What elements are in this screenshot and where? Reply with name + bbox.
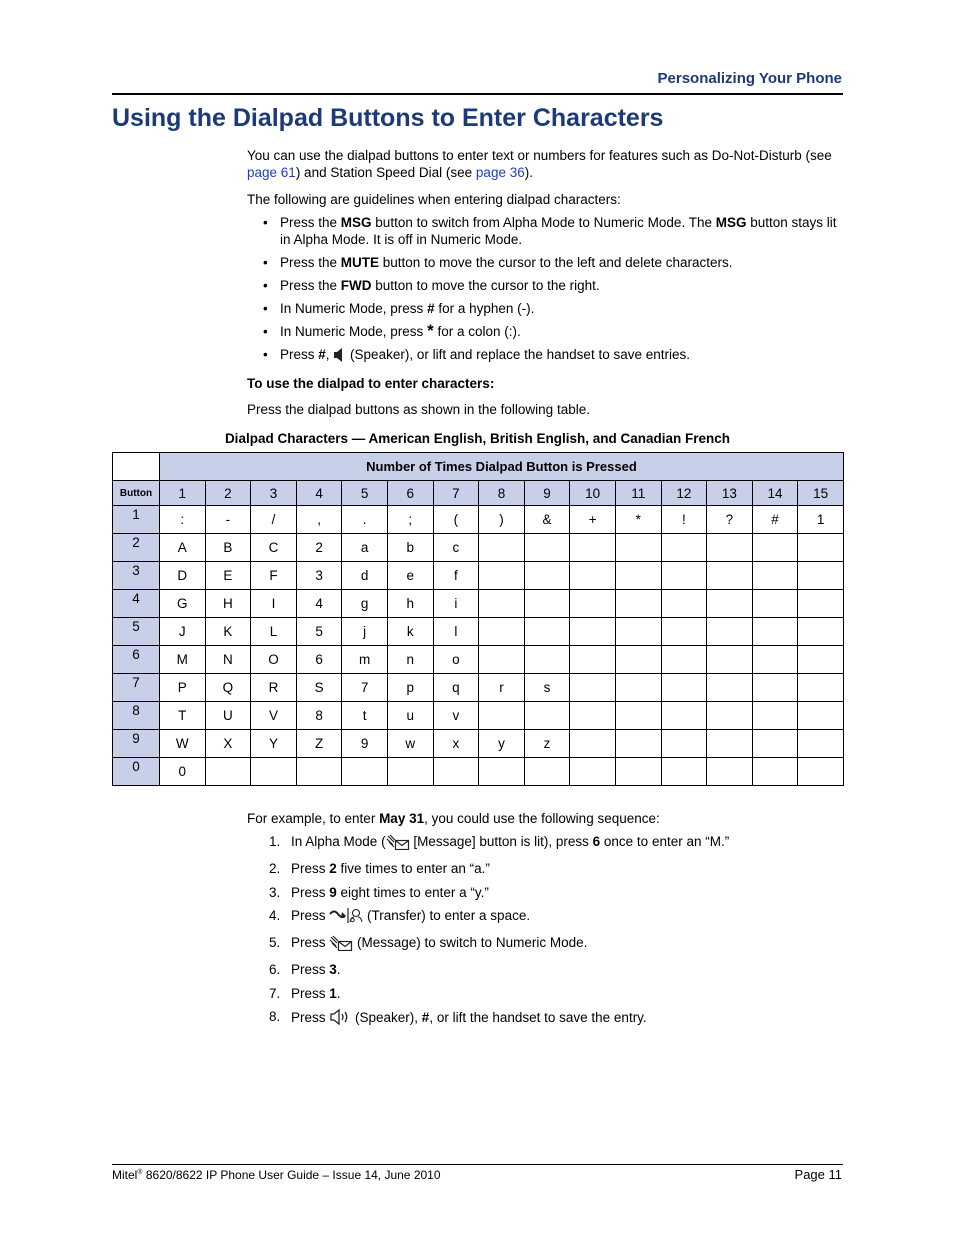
character-cell: 4 [296, 590, 342, 618]
character-cell: 3 [296, 562, 342, 590]
character-cell: e [387, 562, 433, 590]
character-cell: r [479, 674, 525, 702]
guideline-item: • In Numeric Mode, press # for a hyphen (-). [247, 300, 843, 317]
character-cell: M [160, 646, 206, 674]
message-icon [386, 834, 410, 854]
character-cell [615, 562, 661, 590]
character-cell [615, 590, 661, 618]
character-cell: n [387, 646, 433, 674]
table-corner-cell [113, 453, 160, 481]
dialpad-key-cell: 3 [113, 562, 160, 590]
character-cell: x [433, 730, 479, 758]
character-cell: E [205, 562, 251, 590]
character-cell [205, 758, 251, 786]
character-cell [661, 702, 707, 730]
character-cell [296, 758, 342, 786]
character-cell [752, 702, 798, 730]
character-cell [570, 702, 616, 730]
character-cell [798, 590, 844, 618]
character-cell: b [387, 534, 433, 562]
procedure-heading: To use the dialpad to enter characters: [247, 376, 495, 391]
character-cell [798, 646, 844, 674]
step-item: 3. Press 9 eight times to enter a “y.” [269, 884, 489, 900]
dialpad-key-cell: 6 [113, 646, 160, 674]
character-cell [798, 534, 844, 562]
table-caption: Dialpad Characters — American English, British English, and Canadian French [224, 431, 731, 446]
character-cell [479, 758, 525, 786]
intro-paragraph [247, 147, 843, 181]
intro-text: ). [524, 165, 533, 180]
press-count-header: 9 [524, 481, 570, 506]
table-row [113, 702, 844, 730]
character-cell: U [205, 702, 251, 730]
dialpad-key-cell: 0 [113, 758, 160, 786]
character-cell: y [479, 730, 525, 758]
guideline-item: • Press #, (Speaker), or lift and replace the handset to save entries. [247, 346, 843, 367]
character-cell [615, 758, 661, 786]
character-cell [752, 730, 798, 758]
character-cell [707, 730, 753, 758]
character-cell [570, 730, 616, 758]
character-cell [342, 758, 388, 786]
character-cell: o [433, 646, 479, 674]
character-cell [798, 730, 844, 758]
character-cell [479, 618, 525, 646]
intro-text: You can use the dialpad buttons to enter text or numbers for features such as Do-Not-Disturb (see [247, 148, 832, 163]
character-cell: D [160, 562, 206, 590]
character-cell [661, 646, 707, 674]
press-count-header: 14 [752, 481, 798, 506]
press-count-header: 10 [570, 481, 616, 506]
character-cell: S [296, 674, 342, 702]
intro-text: ) and Station Speed Dial (see [295, 165, 476, 180]
character-cell [615, 702, 661, 730]
character-cell: 8 [296, 702, 342, 730]
character-cell [798, 674, 844, 702]
character-cell: j [342, 618, 388, 646]
character-cell [707, 618, 753, 646]
character-cell: t [342, 702, 388, 730]
guideline-item: • Press the MSG button to switch from Alpha Mode to Numeric Mode. The MSG button stays lit in Alpha Mode. It is off in Numeric Mode. [247, 214, 843, 248]
character-cell: + [570, 506, 616, 534]
guidelines-intro: The following are guidelines when entering dialpad characters: [247, 192, 621, 207]
character-cell [661, 730, 707, 758]
character-cell: F [251, 562, 297, 590]
character-cell [615, 618, 661, 646]
character-cell [707, 562, 753, 590]
character-cell: w [387, 730, 433, 758]
dialpad-characters-table [112, 452, 844, 786]
character-cell: a [342, 534, 388, 562]
character-cell: s [524, 674, 570, 702]
procedure-instruction: Press the dialpad buttons as shown in the following table. [247, 402, 590, 417]
step-item: 2. Press 2 five times to enter an “a.” [269, 861, 490, 877]
character-cell [479, 702, 525, 730]
character-cell [661, 618, 707, 646]
step-item: 7. Press 1. [269, 985, 341, 1001]
character-cell: c [433, 534, 479, 562]
character-cell: 6 [296, 646, 342, 674]
character-cell: k [387, 618, 433, 646]
character-cell: 1 [798, 506, 844, 534]
table-row [113, 758, 844, 786]
example-intro: For example, to enter May 31, you could use the following sequence: [247, 811, 660, 826]
character-cell [524, 534, 570, 562]
dialpad-key-cell: 7 [113, 674, 160, 702]
character-cell [752, 534, 798, 562]
character-cell: B [205, 534, 251, 562]
character-cell: N [205, 646, 251, 674]
character-cell [615, 646, 661, 674]
page-title: Using the Dialpad Buttons to Enter Characters [112, 104, 664, 132]
speaker-icon [333, 347, 346, 367]
press-count-header: 7 [433, 481, 479, 506]
table-row [113, 506, 844, 534]
character-cell: z [524, 730, 570, 758]
press-count-header: 12 [661, 481, 707, 506]
transfer-icon [329, 907, 363, 928]
message-icon [329, 935, 353, 955]
guideline-item: • Press the MUTE button to move the cursor to the left and delete characters. [247, 254, 843, 271]
character-cell [387, 758, 433, 786]
press-count-header: 2 [205, 481, 251, 506]
character-cell: p [387, 674, 433, 702]
character-cell: , [296, 506, 342, 534]
character-cell [570, 618, 616, 646]
character-cell: 7 [342, 674, 388, 702]
dialpad-key-cell: 5 [113, 618, 160, 646]
character-cell: l [433, 618, 479, 646]
character-cell: d [342, 562, 388, 590]
character-cell [570, 758, 616, 786]
character-cell: C [251, 534, 297, 562]
character-cell: 0 [160, 758, 206, 786]
character-cell [798, 562, 844, 590]
character-cell: v [433, 702, 479, 730]
press-count-header: 8 [479, 481, 525, 506]
character-cell [524, 618, 570, 646]
dialpad-key-cell: 8 [113, 702, 160, 730]
character-cell: i [433, 590, 479, 618]
character-cell: L [251, 618, 297, 646]
footer-doc-title: Mitel® 8620/8622 IP Phone User Guide – Issue 14, June 2010 [112, 1168, 441, 1182]
character-cell [661, 758, 707, 786]
character-cell [752, 590, 798, 618]
character-cell [707, 674, 753, 702]
character-cell: g [342, 590, 388, 618]
guideline-item: • In Numeric Mode, press * for a colon (:). [247, 323, 843, 340]
character-cell [661, 590, 707, 618]
step-item: 6. Press 3. [269, 962, 341, 978]
character-cell [752, 758, 798, 786]
character-cell: V [251, 702, 297, 730]
character-cell [570, 534, 616, 562]
step-item: 5. Press (Message) to switch to Numeric Mode. [247, 934, 843, 955]
speaker-icon [329, 1008, 351, 1030]
step-item: 4. Press (Transfer) to enter a space. [247, 907, 843, 928]
character-cell [433, 758, 479, 786]
character-cell: # [752, 506, 798, 534]
dialpad-key-cell: 4 [113, 590, 160, 618]
guideline-item: • Press the FWD button to move the cursor to the right. [247, 277, 843, 294]
press-count-header: 3 [251, 481, 297, 506]
character-cell: 5 [296, 618, 342, 646]
press-count-header: 6 [387, 481, 433, 506]
character-cell: m [342, 646, 388, 674]
character-cell [798, 758, 844, 786]
character-cell [707, 534, 753, 562]
character-cell [707, 646, 753, 674]
dialpad-key-cell: 9 [113, 730, 160, 758]
character-cell: T [160, 702, 206, 730]
header-rule [112, 93, 843, 95]
character-cell [524, 590, 570, 618]
character-cell [661, 534, 707, 562]
running-header: Personalizing Your Phone [657, 70, 842, 87]
press-count-header: 1 [160, 481, 206, 506]
character-cell [524, 646, 570, 674]
character-cell: ( [433, 506, 479, 534]
guidelines-list [247, 214, 843, 373]
table-row [113, 562, 844, 590]
example-steps [247, 833, 843, 1036]
character-cell [707, 758, 753, 786]
character-cell [524, 702, 570, 730]
character-cell [570, 674, 616, 702]
character-cell [524, 758, 570, 786]
table-row [113, 534, 844, 562]
character-cell: / [251, 506, 297, 534]
table-row [113, 590, 844, 618]
character-cell [707, 702, 753, 730]
character-cell [752, 646, 798, 674]
character-cell: I [251, 590, 297, 618]
character-cell: h [387, 590, 433, 618]
table-row [113, 618, 844, 646]
character-cell: G [160, 590, 206, 618]
character-cell [752, 618, 798, 646]
character-cell: R [251, 674, 297, 702]
press-count-header: 13 [707, 481, 753, 506]
dialpad-key-cell: 2 [113, 534, 160, 562]
step-item: 1. In Alpha Mode ( [Message] button is lit), press 6 once to enter an “M.” [247, 833, 843, 854]
character-cell: - [205, 506, 251, 534]
press-count-header: 11 [615, 481, 661, 506]
character-cell [570, 562, 616, 590]
character-cell: * [615, 506, 661, 534]
table-row [113, 646, 844, 674]
character-cell [615, 534, 661, 562]
character-cell: ! [661, 506, 707, 534]
character-cell: K [205, 618, 251, 646]
character-cell: 2 [296, 534, 342, 562]
character-cell [661, 562, 707, 590]
character-cell: : [160, 506, 206, 534]
page-number: Page 11 [794, 1167, 842, 1182]
character-cell: Q [205, 674, 251, 702]
character-cell [752, 674, 798, 702]
character-cell [615, 674, 661, 702]
character-cell: ) [479, 506, 525, 534]
page-36-link[interactable]: page 36 [475, 165, 525, 180]
character-cell: ? [707, 506, 753, 534]
character-cell: W [160, 730, 206, 758]
character-cell: u [387, 702, 433, 730]
character-cell: ; [387, 506, 433, 534]
table-row [113, 674, 844, 702]
character-cell [752, 562, 798, 590]
character-cell: P [160, 674, 206, 702]
character-cell: Y [251, 730, 297, 758]
button-column-header: Button [113, 481, 160, 506]
character-cell [251, 758, 297, 786]
character-cell: H [205, 590, 251, 618]
table-row [113, 730, 844, 758]
character-cell [479, 646, 525, 674]
press-count-header: 15 [798, 481, 844, 506]
character-cell: O [251, 646, 297, 674]
footer-rule [112, 1164, 843, 1165]
character-cell [707, 590, 753, 618]
character-cell: J [160, 618, 206, 646]
press-count-header: 4 [296, 481, 342, 506]
character-cell: 9 [342, 730, 388, 758]
character-cell [479, 590, 525, 618]
character-cell [524, 562, 570, 590]
character-cell [570, 646, 616, 674]
character-cell: f [433, 562, 479, 590]
character-cell: Z [296, 730, 342, 758]
character-cell: . [342, 506, 388, 534]
table-span-header: Number of Times Dialpad Button is Pressed [160, 453, 844, 481]
character-cell [798, 702, 844, 730]
character-cell [570, 590, 616, 618]
character-cell [479, 562, 525, 590]
step-item: 8. Press (Speaker), #, or lift the handset to save the entry. [247, 1008, 843, 1030]
character-cell [661, 674, 707, 702]
character-cell [479, 534, 525, 562]
character-cell: & [524, 506, 570, 534]
character-cell: X [205, 730, 251, 758]
character-cell [615, 730, 661, 758]
press-count-header: 5 [342, 481, 388, 506]
character-cell: q [433, 674, 479, 702]
page-61-link[interactable]: page 61 [247, 165, 296, 180]
character-cell [798, 618, 844, 646]
dialpad-key-cell: 1 [113, 506, 160, 534]
character-cell: A [160, 534, 206, 562]
